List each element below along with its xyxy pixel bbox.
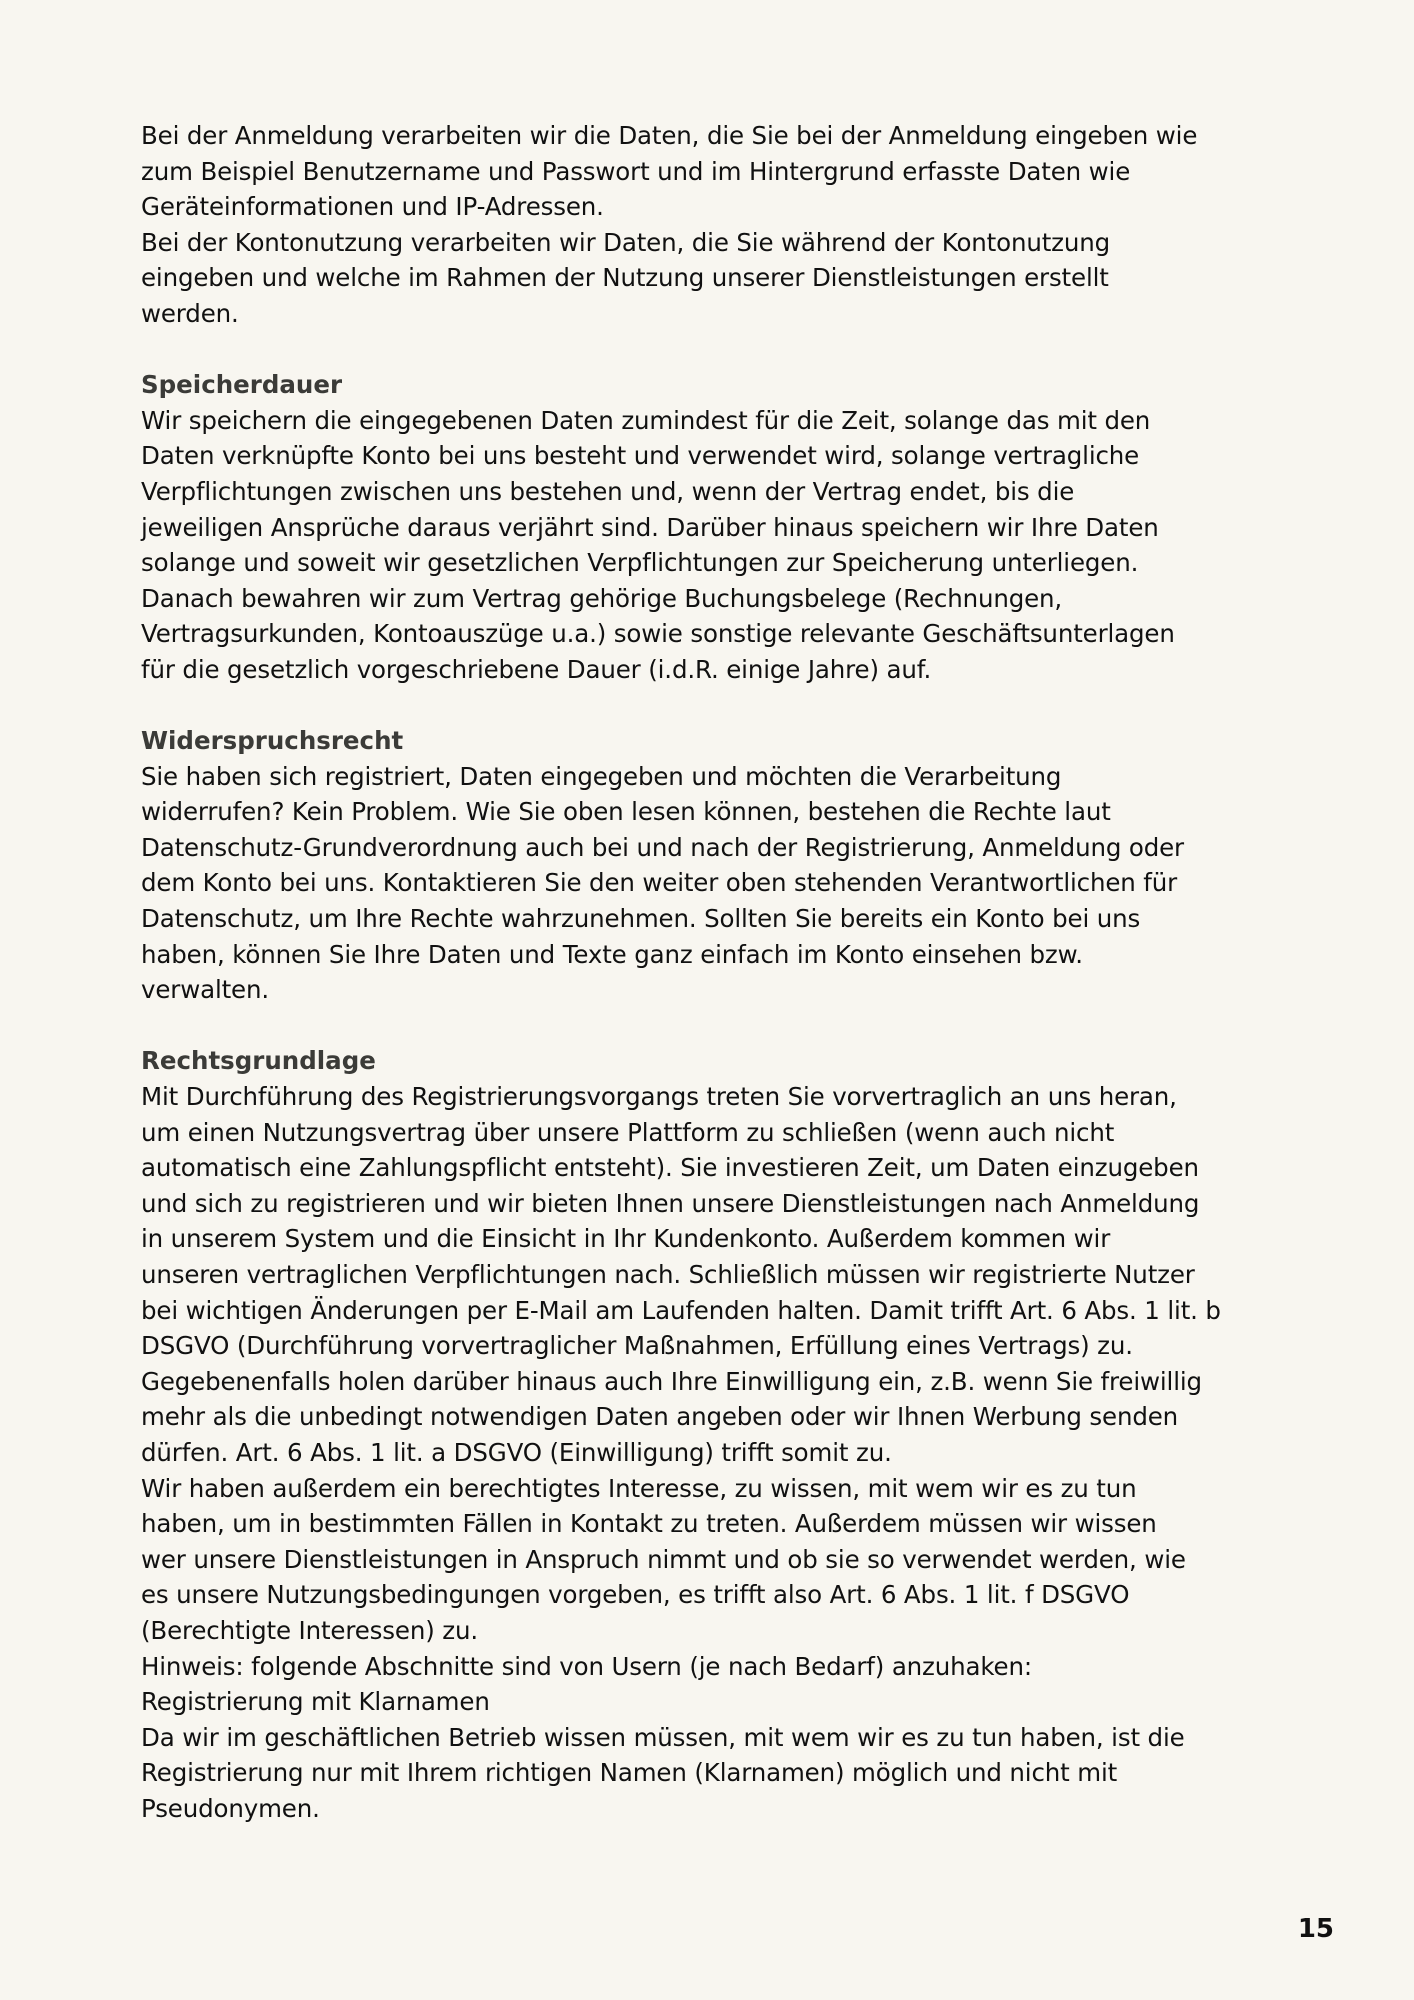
section-widerspruchsrecht <box>141 723 1281 1008</box>
page-number: 15 <box>1297 1914 1334 1944</box>
text-line: mehr als die unbedingt notwendigen Daten angeben oder wir Ihnen Werbung senden <box>141 1402 1179 1432</box>
text-line: dem Konto bei uns. Kontaktieren Sie den weiter oben stehenden Verantwortlichen für <box>141 868 1178 898</box>
page-content <box>141 118 1281 1827</box>
section-heading: Rechtsgrundlage <box>141 1046 376 1076</box>
text-line: Mit Durchführung des Registrierungsvorgangs treten Sie vorvertraglich an uns heran, <box>141 1082 1177 1112</box>
text-line: bei wichtigen Änderungen per E-Mail am Laufenden halten. Damit trifft Art. 6 Abs. 1 lit. b <box>141 1295 1221 1325</box>
text-line: Bei der Kontonutzung verarbeiten wir Daten, die Sie während der Kontonutzung <box>141 227 1111 257</box>
text-line: werden. <box>141 298 239 328</box>
text-line: Registrierung mit Klarnamen <box>141 1687 490 1717</box>
text-line: in unserem System und die Einsicht in Ihr Kundenkonto. Außerdem kommen wir <box>141 1224 1111 1254</box>
text-line: und sich zu registrieren und wir bieten Ihnen unsere Dienstleistungen nach Anmeldung <box>141 1188 1200 1218</box>
intro-paragraph <box>141 118 1281 332</box>
text-line: Bei der Anmeldung verarbeiten wir die Daten, die Sie bei der Anmeldung eingeben wie <box>141 121 1198 150</box>
section-heading: Speicherdauer <box>141 370 343 400</box>
text-line: DSGVO (Durchführung vorvertraglicher Maßnahmen, Erfüllung eines Vertrags) zu. <box>141 1331 1133 1361</box>
text-line: solange und soweit wir gesetzlichen Verpflichtungen zur Speicherung unterliegen. <box>141 548 1139 578</box>
text-line: Datenschutz-Grundverordnung auch bei und nach der Registrierung, Anmeldung oder <box>141 832 1184 862</box>
section-rechtsgrundlage <box>141 1043 1281 1826</box>
text-line: Wir haben außerdem ein berechtigtes Interesse, zu wissen, mit wem wir es zu tun <box>141 1473 1137 1503</box>
text-line: Registrierung nur mit Ihrem richtigen Namen (Klarnamen) möglich und nicht mit <box>141 1758 1118 1788</box>
text-line: zum Beispiel Benutzername und Passwort und im Hintergrund erfasste Daten wie <box>141 156 1131 186</box>
text-line: widerrufen? Kein Problem. Wie Sie oben lesen können, bestehen die Rechte laut <box>141 797 1111 827</box>
text-line: es unsere Nutzungsbedingungen vorgeben, es trifft also Art. 6 Abs. 1 lit. f DSGVO <box>141 1580 1130 1610</box>
text-line: unseren vertraglichen Verpflichtungen nach. Schließlich müssen wir registrierte Nutzer <box>141 1260 1195 1289</box>
text-line: Vertragsurkunden, Kontoauszüge u.a.) sowie sonstige relevante Geschäftsunterlagen <box>141 619 1175 649</box>
section-heading: Widerspruchsrecht <box>141 726 404 756</box>
text-line: dürfen. Art. 6 Abs. 1 lit. a DSGVO (Einwilligung) trifft somit zu. <box>141 1437 892 1467</box>
text-line: wer unsere Dienstleistungen in Anspruch nimmt und ob sie so verwendet werden, wie <box>141 1544 1186 1574</box>
text-line: Datenschutz, um Ihre Rechte wahrzunehmen. Sollten Sie bereits ein Konto bei uns <box>141 904 1141 934</box>
text-line: Sie haben sich registriert, Daten eingegeben und möchten die Verarbeitung <box>141 761 1062 791</box>
text-line: Gegebenenfalls holen darüber hinaus auch Ihre Einwilligung ein, z.B. wenn Sie freiwillig <box>141 1366 1202 1396</box>
section-speicherdauer <box>141 367 1281 687</box>
text-line: Wir speichern die eingegebenen Daten zumindest für die Zeit, solange das mit den <box>141 405 1151 435</box>
text-line: Danach bewahren wir zum Vertrag gehörige Buchungsbelege (Rechnungen, <box>141 583 1063 613</box>
text-line: verwalten. <box>141 975 269 1005</box>
text-line: haben, können Sie Ihre Daten und Texte ganz einfach im Konto einsehen bzw. <box>141 939 1083 969</box>
text-line: jeweiligen Ansprüche daraus verjährt sind. Darüber hinaus speichern wir Ihre Daten <box>141 512 1159 542</box>
text-line: Hinweis: folgende Abschnitte sind von Usern (je nach Bedarf) anzuhaken: <box>141 1651 1032 1681</box>
text-line: Pseudonymen. <box>141 1793 320 1823</box>
text-line: Daten verknüpfte Konto bei uns besteht und verwendet wird, solange vertragliche <box>141 441 1140 471</box>
text-line: Geräteinformationen und IP-Adressen. <box>141 192 604 222</box>
text-line: haben, um in bestimmten Fällen in Kontakt zu treten. Außerdem müssen wir wissen <box>141 1509 1157 1539</box>
text-line: für die gesetzlich vorgeschriebene Dauer (i.d.R. einige Jahre) auf. <box>141 654 932 684</box>
text-line: (Berechtigte Interessen) zu. <box>141 1615 478 1645</box>
text-line: eingeben und welche im Rahmen der Nutzung unserer Dienstleistungen erstellt <box>141 263 1109 293</box>
text-line: Verpflichtungen zwischen uns bestehen und, wenn der Vertrag endet, bis die <box>141 476 1075 506</box>
text-line: automatisch eine Zahlungspflicht entsteht). Sie investieren Zeit, um Daten einzugeben <box>141 1153 1199 1183</box>
text-line: um einen Nutzungsvertrag über unsere Plattform zu schließen (wenn auch nicht <box>141 1117 1115 1147</box>
text-line: Da wir im geschäftlichen Betrieb wissen müssen, mit wem wir es zu tun haben, ist die <box>141 1722 1185 1752</box>
